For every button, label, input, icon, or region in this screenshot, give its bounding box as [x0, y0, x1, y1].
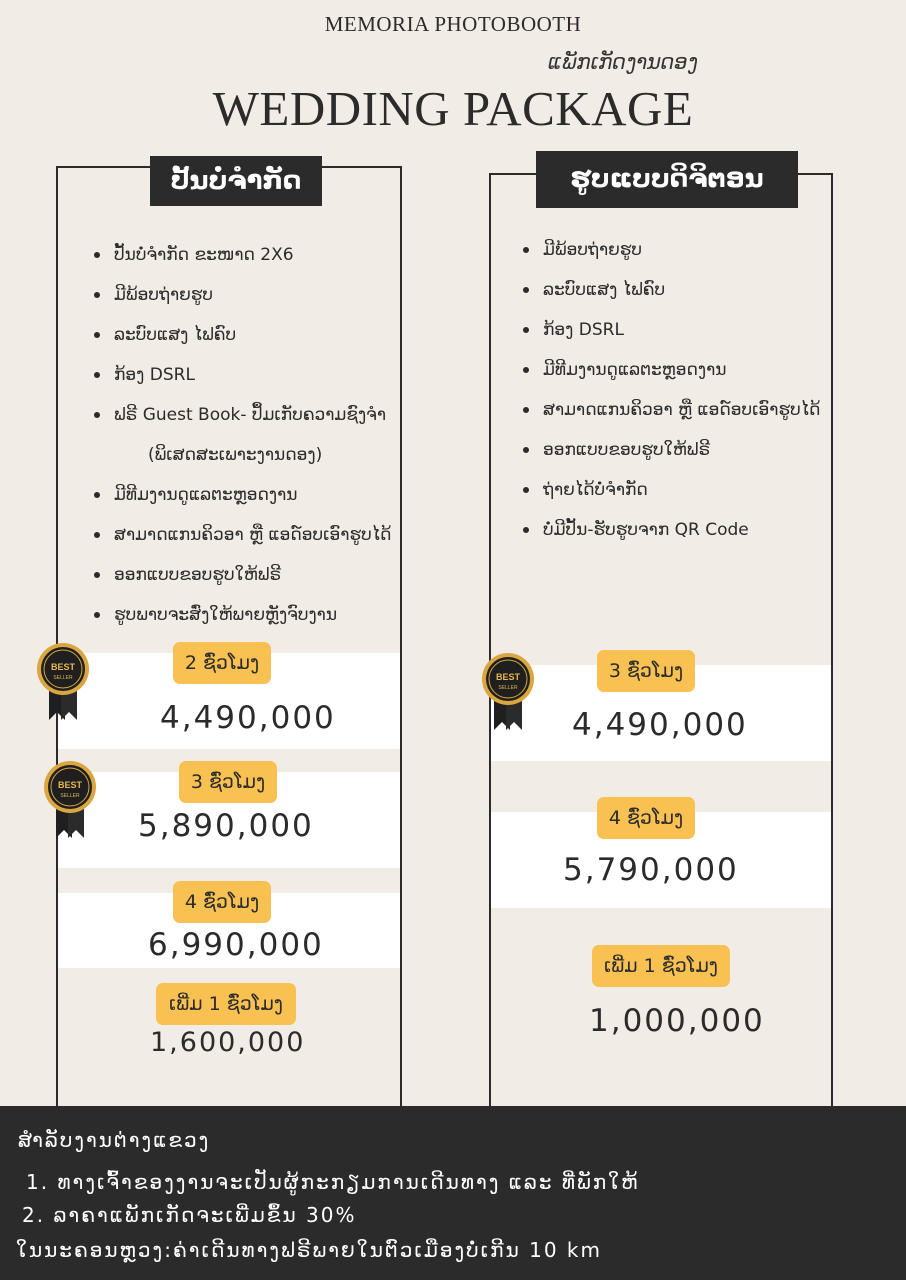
feature-item: ມີພ້ອບຖ່າຍຮູບ [94, 283, 391, 323]
page-title: WEDDING PACKAGE [212, 81, 694, 136]
badge-bottom-text: SELLER [53, 675, 73, 681]
package-price: 5,890,000 [138, 808, 314, 844]
feature-item: ອອກແບບຂອບຮູບໃຫ້ຟຣີ [523, 438, 820, 478]
feature-item: ສາມາດແກນຄິວອາ ຫຼື ແອດ໌ອບເອົາຮູບໄດ້ [523, 398, 820, 438]
feature-item: ສາມາດແກນຄິວອາ ຫຼື ແອດ໌ອບເອົາຮູບໄດ້ [94, 523, 391, 563]
feature-item: ຖ່າຍໄດ້ບໍ່ຈຳກັດ [523, 478, 820, 518]
badge-top-text: BEST [57, 780, 83, 790]
footer-city-note: ໃນນະຄອນຫຼວງ:ຄ່າເດີນທາງຟຣີພາຍໃນຕົວເມືອງບໍ່ເກີນ 10 km [16, 1238, 602, 1262]
feature-item: ກ້ອງ DSRL [94, 363, 391, 403]
footer-heading: ສຳລັບງານຕ່າງແຂວງ [18, 1128, 211, 1152]
feature-item: ບໍ່ມີປັ້ນ-ຮັບຮູບຈາກ QR Code [523, 518, 820, 558]
package-price: 4,490,000 [572, 707, 748, 743]
duration-pill: ເພີ່ມ 1 ຊົ່ວໂມງ [156, 983, 296, 1025]
feature-item: ອອກແບບຂອບຮູບໃຫ້ຟຣີ [94, 563, 391, 603]
best-seller-badge [42, 760, 98, 844]
package-subtitle: ແພັກເກັດງານດອງ [548, 50, 698, 74]
left-feature-list [94, 243, 391, 643]
feature-item: ລະບົບແສງ ໄຟຄົບ [94, 323, 391, 363]
feature-item: ກ້ອງ DSRL [523, 318, 820, 358]
package-price: 4,490,000 [160, 700, 336, 736]
badge-bottom-text: SELLER [60, 793, 80, 799]
left-package-heading: ປັ້ນບໍ່ຈຳກັດ [150, 156, 322, 206]
best-seller-badge [35, 642, 91, 726]
footer-note: 1. ທາງເຈົ້າຂອງງານຈະເປັນຜູ້ກະກຽມການເດີນທາງ ແລະ ທີ່ພັກໃຫ້ [26, 1170, 640, 1194]
feature-item: ມີທີມງານດູແລຕະຫຼອດງານ [523, 358, 820, 398]
feature-item: ຮູບພາບຈະສົ່ງໃຫ້ພາຍຫຼັງຈົບງານ [94, 603, 391, 643]
feature-item: ປັ້ນບໍ່ຈຳກັດ ຂະໜາດ 2X6 [94, 243, 391, 283]
badge-bottom-text: SELLER [498, 685, 518, 691]
feature-item: ມີພ້ອບຖ່າຍຮູບ [523, 238, 820, 278]
feature-item: ລະບົບແສງ ໄຟຄົບ [523, 278, 820, 318]
brand-name: MEMORIA PHOTOBOOTH [324, 12, 582, 36]
package-price: 6,990,000 [148, 927, 324, 963]
footer-note: 2. ລາຄາແພັກເກັດຈະເພີ່ມຂຶ້ນ 30% [22, 1203, 357, 1227]
duration-pill: 2 ຊົ່ວໂມງ [173, 642, 271, 684]
feature-note: (ພິເສດສະເພາະງານດອງ) [148, 445, 323, 465]
badge-top-text: BEST [495, 672, 521, 682]
duration-pill: 3 ຊົ່ວໂມງ [179, 761, 277, 803]
feature-item: ມີທີມງານດູແລຕະຫຼອດງານ [94, 483, 391, 523]
duration-pill: 4 ຊົ່ວໂມງ [173, 881, 271, 923]
duration-pill: ເພີ່ມ 1 ຊົ່ວໂມງ [592, 945, 730, 987]
travel-info-footer [0, 1106, 906, 1280]
badge-top-text: BEST [50, 662, 76, 672]
right-package-heading: ຮູບແບບດິຈິຕອນ [536, 151, 798, 208]
package-price: 1,600,000 [150, 1027, 306, 1058]
right-feature-list [523, 238, 820, 558]
package-price: 1,000,000 [589, 1003, 765, 1039]
feature-item: ຟຣີ Guest Book- ປຶ້ມເກັບຄວາມຊົງຈຳ [94, 403, 391, 443]
best-seller-badge [480, 652, 536, 736]
duration-pill: 4 ຊົ່ວໂມງ [597, 797, 695, 839]
package-price: 5,790,000 [563, 852, 739, 888]
duration-pill: 3 ຊົ່ວໂມງ [597, 650, 695, 692]
